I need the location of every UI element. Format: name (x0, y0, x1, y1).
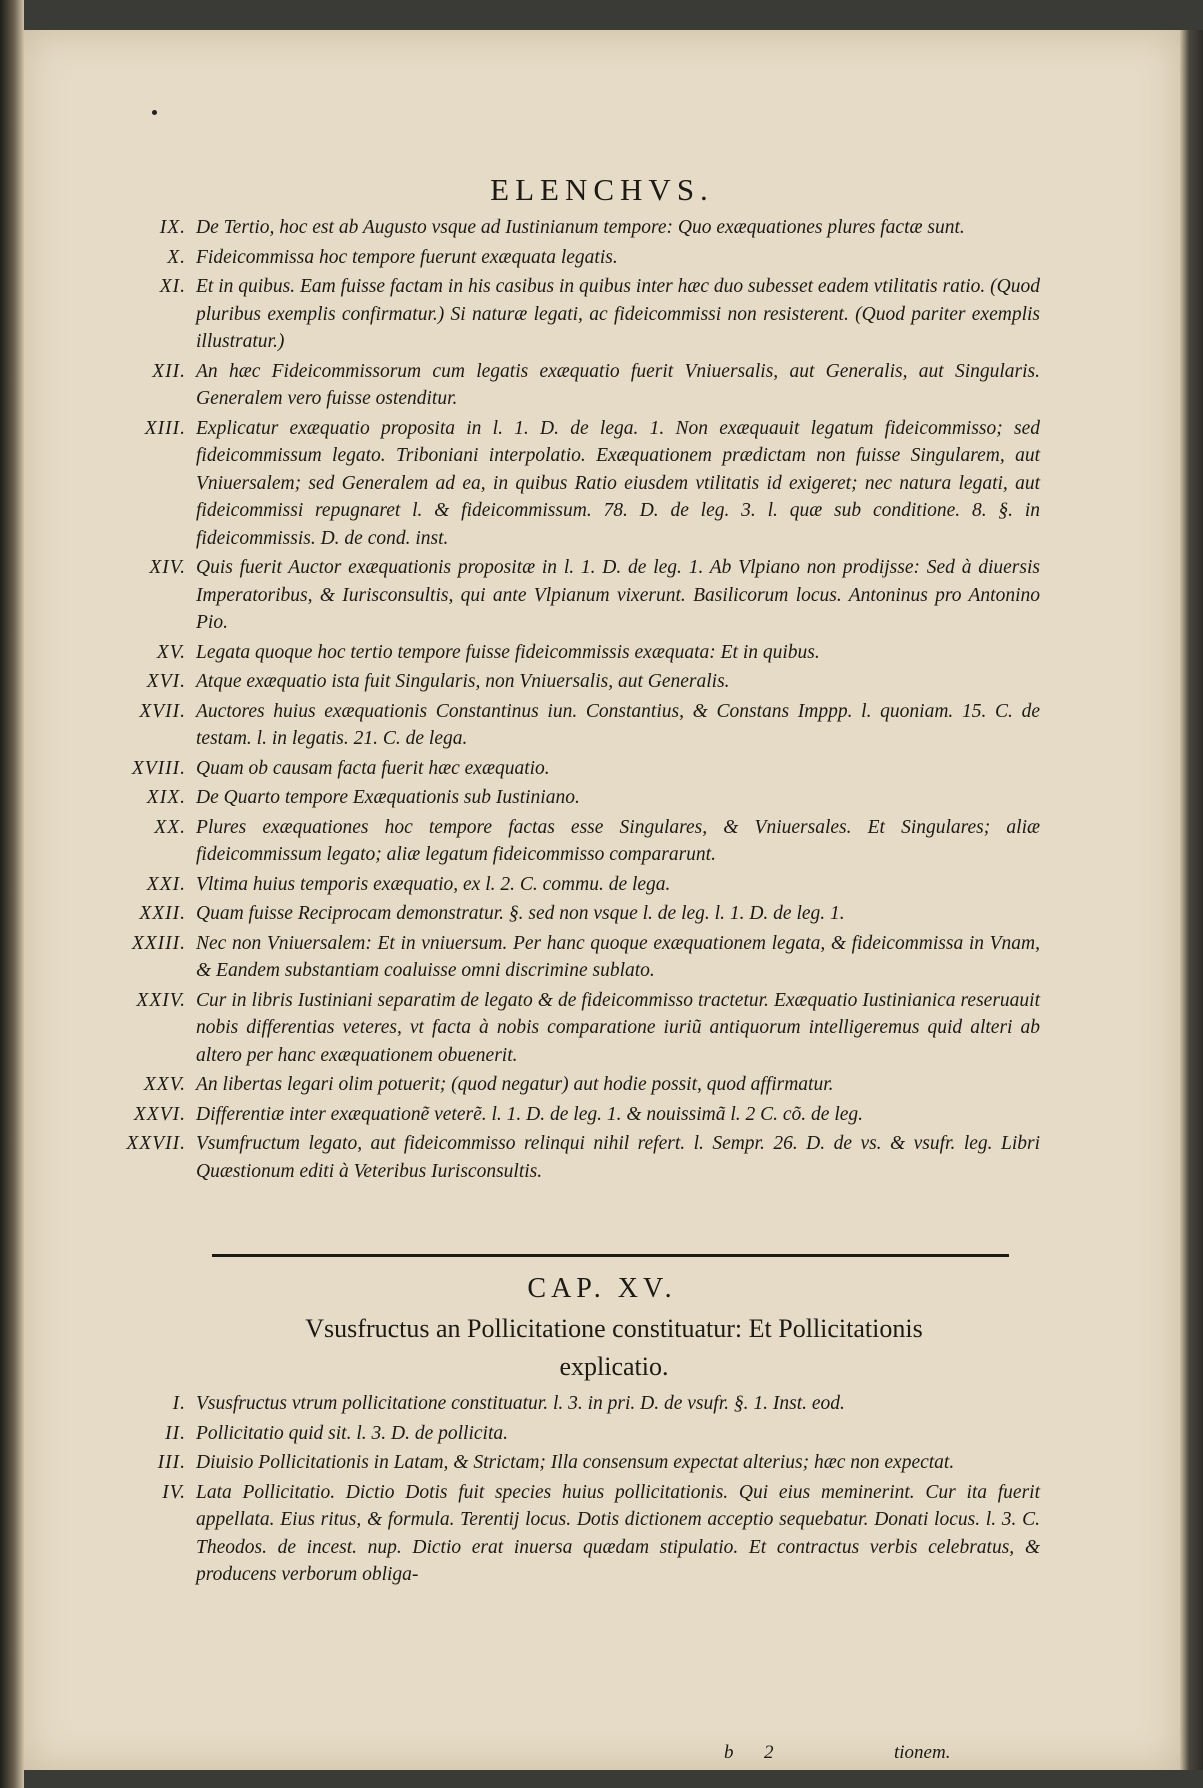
entry-number: XII. (152, 360, 186, 382)
entry-text: Differentiæ inter exæquationẽ veterẽ. l. 1. D. de leg. 1. & nouissimã l. 2 C. cõ. de leg. (196, 1103, 864, 1125)
entry-number: XV. (156, 641, 186, 663)
previous-page-edge (0, 0, 24, 1788)
entry-number: I. (172, 1393, 186, 1414)
book-spine-edge (1180, 30, 1203, 1770)
chapter-subtitle: Vsusfructus an Pollicitatione constituatur: Et Pollicitationis explicatio. (305, 1314, 923, 1381)
entry-number: XIV. (149, 557, 186, 578)
summary-entry (24, 1071, 1180, 1099)
summary-entry (24, 639, 1180, 667)
entry-number: XVI. (146, 671, 186, 692)
entry-text: Auctores huius exæquationis Constantinus iun. Constantius, & Constans Imppp. l. quoniam. 15. C. de testam. l. in legatis. 21. C. de lega. (196, 700, 1040, 749)
section-rule (212, 1254, 1009, 1257)
summary-entry (24, 930, 1180, 985)
running-title: ELENCHVS. (490, 172, 714, 207)
summary-entry (24, 1420, 1180, 1448)
entry-number: II. (165, 1422, 186, 1444)
chapter-title: CAP. XV. (527, 1273, 677, 1304)
entry-number: III. (157, 1452, 186, 1473)
summary-entry (24, 273, 1180, 356)
book-page (24, 30, 1180, 1770)
entry-text: Legata quoque hoc tertio tempore fuisse fideicommissis exæquata: Et in quibus. (196, 641, 820, 663)
entry-text: Explicatur exæquatio proposita in l. 1. D. de lega. 1. Non exæquauit legatum fideicommisso; sed fideicommissum legato. Triboniani interpolatio. Exæquationem prædictam non fuisse Singularem, aut Vniuersalem; sed Generalem ad ea, in quibus Ratio eiusdem vtilitatis id exigeret; nec natura legati, aut fideicommissi repugnaret l. & fideicommissum. 78. D. de leg. 3. l. quæ sub conditione. 8. §. in fideicommissis. D. de cond. inst. (196, 417, 1040, 549)
entry-text: Vsumfructum legato, aut fideicommisso relinqui nihil refert. l. Sempr. 26. D. de vs. & vsufr. leg. Libri Quæstionum editi à Veteribus Iurisconsultis. (196, 1133, 1040, 1182)
entry-number: XXI. (146, 873, 186, 895)
summary-entry (24, 1390, 1180, 1418)
summary-entry (24, 415, 1180, 553)
summary-entry (24, 214, 1180, 242)
summary-entry (24, 871, 1180, 899)
entry-number: XIII. (144, 417, 186, 439)
entry-text: De Tertio, hoc est ab Augusto vsque ad Iustinianum tempore: Quo exæquationes plures factæ sunt. (196, 217, 965, 238)
summary-entry (24, 554, 1180, 637)
entry-number: X. (167, 246, 186, 268)
entry-text: Pollicitatio quid sit. l. 3. D. de pollicita. (196, 1422, 508, 1444)
entry-text: An libertas legari olim potuerit; (quod negatur) aut hodie possit, quod affirmatur. (196, 1074, 834, 1095)
entry-number: XX. (154, 816, 186, 838)
entry-number: XI. (159, 276, 186, 297)
summary-entry (24, 668, 1180, 696)
summary-entry (24, 814, 1180, 869)
entry-text: Cur in libris Iustiniani separatim de legato & de fideicommisso tractetur. Exæquatio Iustinianica reseruauit nobis differentias veteres, vt facta à nobis comparatione iuriũ antiquorum intelligeremus quid alteri ab altero per hanc exæquationem obuenerit. (196, 989, 1040, 1066)
entry-number: XXIV. (136, 989, 186, 1011)
summary-entry (24, 987, 1180, 1070)
entry-number: XXIII. (131, 932, 186, 954)
entry-number: XXVII. (126, 1133, 186, 1154)
ink-dot (152, 110, 157, 115)
summary-entry (24, 1479, 1180, 1589)
entry-text: Diuisio Pollicitationis in Latam, & Strictam; Illa consensum expectat alterius; hæc non expectat. (196, 1452, 955, 1473)
summary-entry (24, 900, 1180, 928)
entry-text: Atque exæquatio ista fuit Singularis, non Vniuersalis, aut Generalis. (196, 671, 730, 692)
entry-text: Nec non Vniuersalem: Et in vniuersum. Per hanc quoque exæquationem legata, & fideicommissa in Vnam, & Eandem substantiam coaluisse omni discrimine sublato. (196, 932, 1040, 981)
signature-number: 2 (764, 1742, 774, 1763)
catchword: tionem. (894, 1742, 951, 1763)
entry-number: XIX. (146, 787, 186, 808)
summary-entry (24, 1449, 1180, 1477)
entry-number: XXII. (139, 903, 186, 924)
entry-text: An hæc Fideicommissorum cum legatis exæquatio fuerit Vniuersalis, aut Generalis, aut Singularis. Generalem vero fuisse ostenditur. (196, 360, 1040, 409)
entry-number: IV. (162, 1481, 186, 1503)
entry-number: XXVI. (133, 1103, 186, 1125)
summary-entry (24, 244, 1180, 272)
summary-entry (24, 1130, 1180, 1185)
signature-mark: b (724, 1742, 734, 1763)
entry-text: Vltima huius temporis exæquatio, ex l. 2. C. commu. de lega. (196, 873, 671, 895)
entry-text: Fideicommissa hoc tempore fuerunt exæquata legatis. (196, 246, 618, 268)
summary-entry (24, 1101, 1180, 1129)
entry-text: Vsusfructus vtrum pollicitatione constituatur. l. 3. in pri. D. de vsufr. §. 1. Inst. eod. (196, 1393, 845, 1414)
entry-text: Quam ob causam facta fuerit hæc exæquatio. (196, 757, 550, 779)
entry-number: XVIII. (131, 757, 186, 779)
summary-entry (24, 358, 1180, 413)
entry-text: De Quarto tempore Exæquationis sub Iustiniano. (196, 787, 580, 808)
entry-number: XXV. (143, 1074, 186, 1095)
entry-text: Quis fuerit Auctor exæquationis propositæ in l. 1. D. de leg. 1. Ab Vlpiano non prodijsse: Sed à diuersis Imperatoribus, & Iurisconsultis, qui ante Vlpianum vixerunt. Basilicorum locus. Antoninus pro Antonino Pio. (196, 557, 1040, 633)
entry-text: Plures exæquationes hoc tempore factas esse Singulares, & Vniuersales. Et Singulares; aliæ fideicommissum legato; aliæ legatum fideicommisso compararunt. (196, 816, 1040, 865)
summary-list (24, 214, 1180, 1187)
chapter-summary-list (24, 1390, 1180, 1591)
entry-text: Et in quibus. Eam fuisse factam in his casibus in quibus inter hæc duo subesset eadem vtilitatis ratio. (Quod pluribus exemplis confirmatur.) Si naturæ legati, ac fideicommissi non resisterent. (Quod pariter exemplis illustratur.) (196, 276, 1040, 352)
summary-entry (24, 784, 1180, 812)
entry-text: Quam fuisse Reciprocam demonstratur. §. sed non vsque l. de leg. l. 1. D. de leg. 1. (196, 903, 845, 924)
summary-entry (24, 698, 1180, 753)
entry-number: IX. (159, 217, 186, 238)
entry-text: Lata Pollicitatio. Dictio Dotis fuit species huius pollicitationis. Qui eius meminerint. Cur ita fuerit appellata. Eius ritus, & formula. Terentij locus. Dotis dictionem acceptio sequebatur. Donati locus. l. 3. C. Theodos. de incest. nup. Dictio erat inuersa quædam stipulatio. Et contractus verbis celebratus, & producens verborum obliga- (196, 1481, 1040, 1585)
entry-number: XVII. (139, 700, 186, 722)
summary-entry (24, 755, 1180, 783)
